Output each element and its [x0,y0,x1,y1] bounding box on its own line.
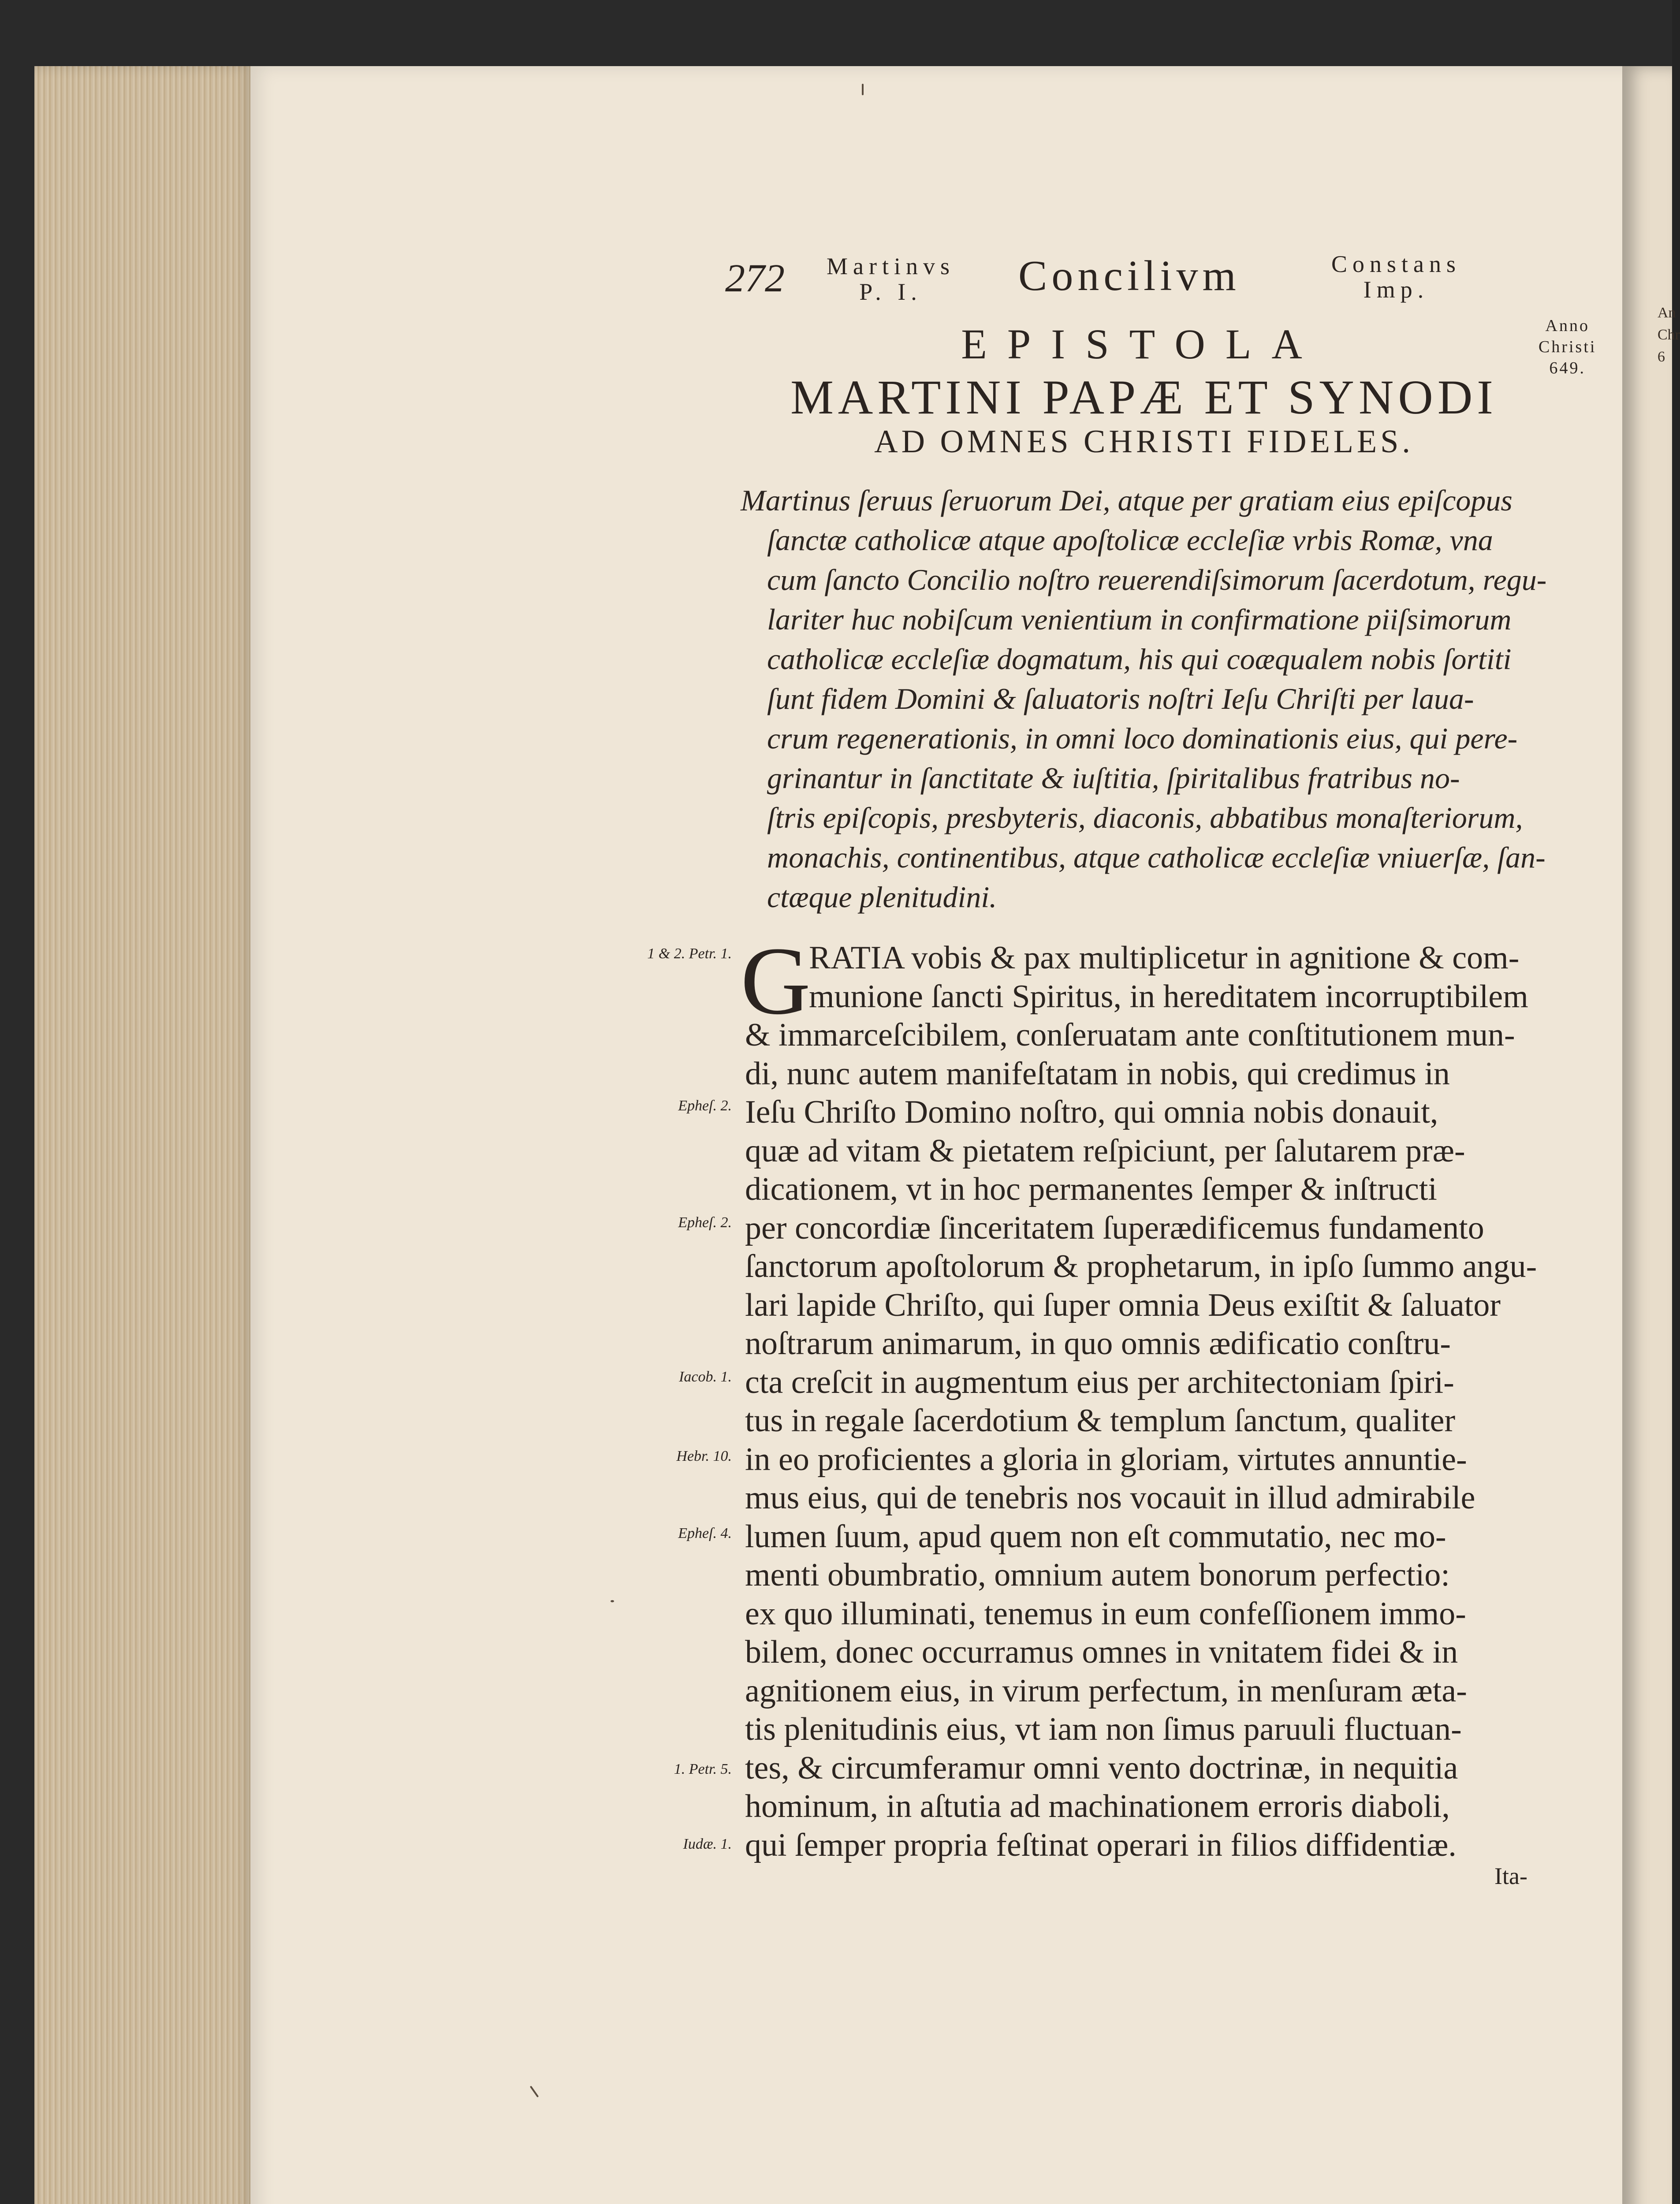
salutation-line: grinantur in ſanctitate & iuſtitia, ſpiritalibus fratribus no- [767,761,1460,795]
body-line: ex quo illuminati, tenemus in eum confeſſionem immo- [745,1595,1466,1632]
running-head-right-line1: Constans [1331,251,1461,277]
margin-reference: 1 & 2. Petr. 1. [647,946,732,962]
paper-mark [862,84,864,95]
margin-year-line1: Anno [1545,316,1590,335]
body-line: di, nunc autem manifeſtatam in nobis, qui credimus in [745,1055,1450,1092]
facing-page-fragment-1: An [1658,305,1676,321]
body-line: munione ſancti Spiritus, in hereditatem incorruptibilem [809,978,1528,1015]
body-line: menti obumbratio, omnium autem bonorum perfectio: [745,1557,1450,1593]
paper-speck [611,1600,614,1602]
body-line: mus eius, qui de tenebris nos vocauit in illud admirabile [745,1480,1475,1516]
margin-reference: Iacob. 1. [679,1369,732,1385]
salutation-line: Martinus ſeruus ſeruorum Dei, atque per gratiam eius epiſcopus [741,484,1512,517]
body-line: agnitionem eius, in virum perfectum, in menſuram ætа- [745,1672,1467,1709]
body-line: tis plenitudinis eius, vt iam non ſimus paruuli fluctuan- [745,1711,1462,1747]
margin-reference: Epheſ. 2. [678,1214,732,1231]
salutation-line: catholicæ eccleſiæ dogmatum, his qui coæqualem nobis ſortiti [767,642,1512,676]
running-head-left-line2: P. I. [859,279,922,305]
running-head-center: Concilivm [1018,252,1240,300]
body-line: RATIA vobis & pax multiplicetur in agnitione & com- [809,940,1520,976]
salutation-line: cum ſancto Concilio noſtro reuerendiſsimorum ſacerdotum, regu- [767,563,1547,596]
body-line: per concordiæ ſinceritatem ſuperædificemus fundamento [745,1210,1484,1246]
salutation-line: ſunt fidem Domini & ſaluatoris noſtri Ieſu Chriſti per laua- [767,682,1474,715]
salutation-line: ſtris epiſcopis, presbyteris, diaconis, abbatibus monaſteriorum, [767,801,1523,834]
margin-reference: Hebr. 10. [676,1448,732,1464]
body-line: bilem, donec occurramus omnes in vnitatem fidei & in [745,1634,1458,1670]
body-line: tes, & circumferamur omni vento doctrinæ, in nequitia [745,1750,1458,1786]
body-line: noſtrarum animarum, in quo omnis ædificatio conſtru- [745,1325,1451,1362]
margin-year-line2: Christi [1538,338,1597,356]
margin-reference: Iudæ. 1. [683,1836,732,1852]
body-line: qui ſemper propria feſtinat operari in filios diffidentiæ. [745,1827,1456,1863]
facing-page-fragment-2: Chr [1658,327,1680,343]
running-head-right [1331,251,1461,302]
catchword: Ita- [1494,1863,1527,1889]
facing-page-edge [1622,66,1672,2204]
drop-cap: G [741,927,811,1035]
running-head-left [827,253,955,305]
body-line: quæ ad vitam & pietatem reſpiciunt, per ſalutarem præ- [745,1132,1465,1169]
body-line: hominum, in aſtutia ad machinationem erroris diaboli, [745,1788,1450,1824]
salutation-line: monachis, continentibus, atque catholicæ eccleſiæ vniuerſæ, ſan- [767,841,1546,874]
body-line: & immarceſcibilem, conſeruatam ante conſtitutionem mun- [745,1017,1515,1053]
page-number: 272 [725,257,785,300]
salutation-paragraph [741,480,1556,917]
salutation-line: ctæque plenitudini. [767,880,997,914]
margin-year-line3: 649. [1549,359,1586,377]
salutation-line: crum regenerationis, in omni loco dominationis eius, qui pere- [767,722,1518,755]
title-sub: AD OMNES CHRISTI FIDELES. [874,424,1414,460]
margin-reference: Epheſ. 4. [678,1525,732,1541]
body-line: tus in regale ſacerdotium & templum ſanctum, qualiter [745,1403,1456,1439]
running-head-right-line2: Imp. [1363,276,1429,303]
margin-reference: Epheſ. 2. [678,1098,732,1114]
facing-page-fragment-3: 6 [1658,349,1665,365]
salutation-line: ſanctæ catholicæ atque apoſtolicæ eccleſiæ vrbis Romæ, vna [767,523,1493,557]
body-line: in eo proficientes a gloria in gloriam, virtutes annuntie- [745,1441,1467,1478]
body-line: lumen ſuum, apud quem non eſt commutatio, nec mo- [745,1518,1446,1555]
book-page-edges [34,66,255,2204]
body-paragraph [745,939,1569,1865]
body-line: Ieſu Chriſto Domino noſtro, qui omnia nobis donauit, [745,1094,1438,1130]
margin-reference: 1. Petr. 5. [674,1761,732,1777]
body-line: cta creſcit in augmentum eius per architectoniam ſpiri- [745,1364,1454,1400]
salutation-line: lariter huc nobiſcum venientium in confirmatione piiſsimorum [767,603,1512,636]
body-line: dicationem, vt in hoc permanentes ſemper & inſtructi [745,1171,1437,1207]
title-main: MARTINI PAPÆ ET SYNODI [790,370,1497,424]
body-line: ſanctorum apoſtolorum & prophetarum, in ipſo ſummo angu- [745,1248,1537,1284]
body-line: lari lapide Chriſto, qui ſuper omnia Deus exiſtit & ſaluator [745,1287,1501,1323]
running-head-left-line1: Martinvs [827,253,955,279]
title-epistola: EPISTOLA [961,320,1322,368]
